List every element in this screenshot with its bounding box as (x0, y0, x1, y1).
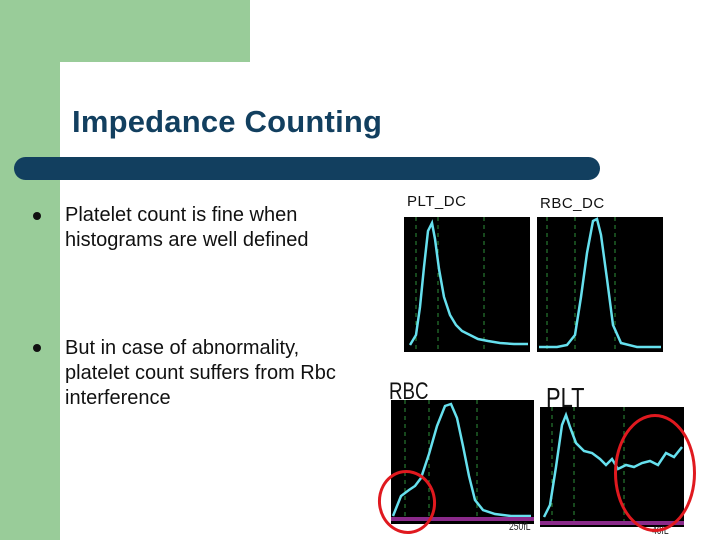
bullet-text-2: But in case of abnormality, platelet count suffers from Rbc interference (65, 337, 336, 409)
plt-interference-highlight (614, 414, 696, 532)
bullet-marker-2 (33, 344, 41, 352)
rbc-dc-label: RBC_DC (540, 195, 605, 212)
rbc-histogram-label: RBC (389, 378, 429, 405)
plt-axis-label: 40fL (652, 525, 669, 537)
bullet-marker-1 (33, 212, 41, 220)
decorative-green-band-left (0, 0, 60, 540)
plt-histogram-label: PLT (546, 382, 585, 413)
slide-title: Impedance Counting (72, 104, 383, 139)
plt-dc-label: PLT_DC (407, 193, 467, 210)
rbc-axis-label: 250fL (509, 521, 531, 533)
bullet-text-1: Platelet count is fine when histograms are well defined (65, 204, 309, 251)
rbc-dc-histogram (537, 217, 663, 352)
title-underline-bar (14, 157, 600, 180)
plt-dc-histogram (404, 217, 530, 352)
